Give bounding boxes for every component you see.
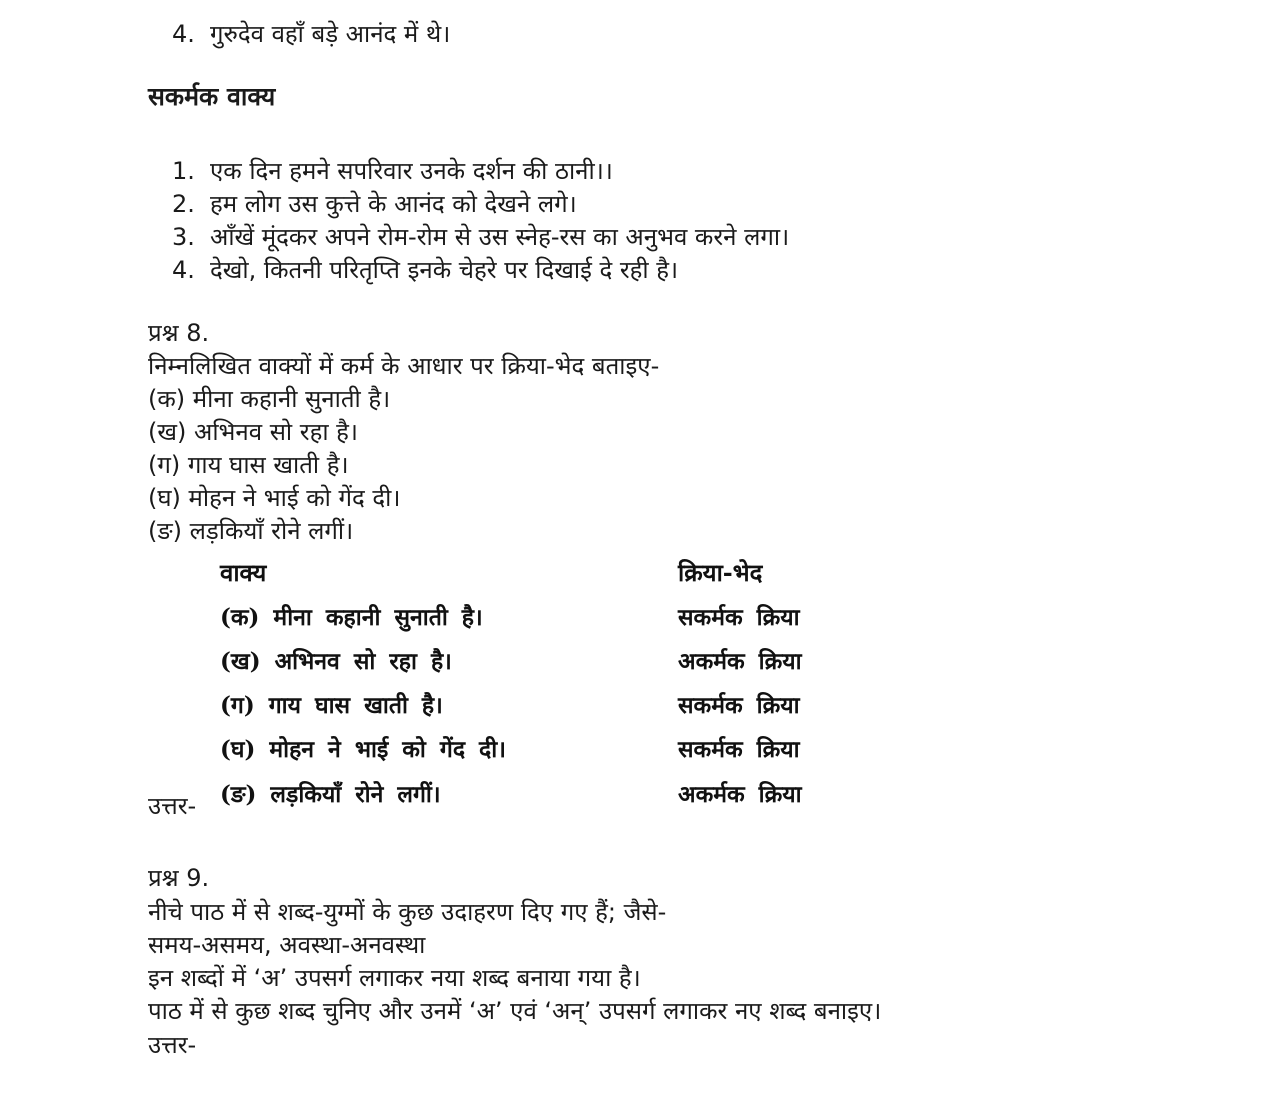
answer-label: उत्तर- bbox=[148, 792, 197, 820]
table-cell-sentence: (घ) मोहन ने भाई को गेंद दी। bbox=[220, 736, 506, 763]
table-cell-sentence: (ङ) लड़कियाँ रोने लगीं। bbox=[220, 781, 441, 808]
list-number: 2. bbox=[172, 190, 195, 218]
list-number: 3. bbox=[172, 223, 195, 251]
question-line: पाठ में से कुछ शब्द चुनिए और उनमें ‘अ’ एवं ‘अन्’ उपसर्ग लगाकर नए शब्द बनाइए। bbox=[148, 997, 882, 1025]
question-line: समय-असमय, अवस्था-अनवस्था bbox=[148, 931, 426, 959]
list-item bbox=[172, 18, 450, 51]
question-item: (क) मीना कहानी सुनाती है। bbox=[148, 385, 391, 413]
list-item bbox=[172, 221, 789, 254]
list-number: 1. bbox=[172, 157, 195, 185]
question-item: (ख) अभिनव सो रहा है। bbox=[148, 418, 359, 446]
answer-label: उत्तर- bbox=[148, 1031, 197, 1059]
list-text: हम लोग उस कुत्ते के आनंद को देखने लगे। bbox=[210, 190, 577, 218]
table-cell-verb-type: अकर्मक क्रिया bbox=[678, 648, 802, 675]
question-label: प्रश्न 8. bbox=[148, 319, 210, 347]
list-number: 4. bbox=[172, 256, 195, 284]
table-cell-verb-type: अकर्मक क्रिया bbox=[678, 781, 802, 808]
question-line: नीचे पाठ में से शब्द-युग्मों के कुछ उदाहरण दिए गए हैं; जैसे- bbox=[148, 898, 667, 926]
list-text: एक दिन हमने सपरिवार उनके दर्शन की ठानी।। bbox=[210, 157, 613, 185]
question-label: प्रश्न 9. bbox=[148, 864, 210, 892]
question-item: (घ) मोहन ने भाई को गेंद दी। bbox=[148, 484, 401, 512]
list-text: आँखें मूंदकर अपने रोम-रोम से उस स्नेह-रस का अनुभव करने लगा। bbox=[210, 223, 790, 251]
list-item bbox=[172, 254, 678, 287]
table-cell-verb-type: सकर्मक क्रिया bbox=[678, 692, 800, 719]
table-cell-sentence: (क) मीना कहानी सुनाती है। bbox=[220, 604, 483, 631]
question-item: (ङ) लड़कियाँ रोने लगीं। bbox=[148, 517, 354, 545]
table-header-sentence: वाक्य bbox=[220, 558, 267, 587]
question-line: इन शब्दों में ‘अ’ उपसर्ग लगाकर नया शब्द बनाया गया है। bbox=[148, 964, 641, 992]
table-cell-sentence: (ग) गाय घास खाती है। bbox=[220, 692, 443, 719]
list-number: 4. bbox=[172, 20, 195, 48]
question-prompt: निम्नलिखित वाक्यों में कर्म के आधार पर क्रिया-भेद बताइए- bbox=[148, 352, 660, 380]
table-row bbox=[220, 730, 840, 774]
list-text: गुरुदेव वहाँ बड़े आनंद में थे। bbox=[210, 20, 451, 48]
question-item: (ग) गाय घास खाती है। bbox=[148, 451, 349, 479]
table-cell-verb-type: सकर्मक क्रिया bbox=[678, 736, 800, 763]
list-item bbox=[172, 155, 613, 188]
table-row bbox=[220, 686, 840, 730]
table-row bbox=[220, 642, 840, 686]
table-cell-verb-type: सकर्मक क्रिया bbox=[678, 604, 800, 631]
table-row bbox=[220, 775, 840, 819]
list-item bbox=[172, 188, 577, 221]
section-heading: सकर्मक वाक्य bbox=[148, 82, 276, 111]
table-header-verb-type: क्रिया-भेद bbox=[678, 558, 763, 587]
table-row bbox=[220, 598, 840, 642]
list-text: देखो, कितनी परितृप्ति इनके चेहरे पर दिखाई दे रही है। bbox=[210, 256, 679, 284]
table-cell-sentence: (ख) अभिनव सो रहा है। bbox=[220, 648, 452, 675]
answer-table bbox=[220, 556, 840, 826]
